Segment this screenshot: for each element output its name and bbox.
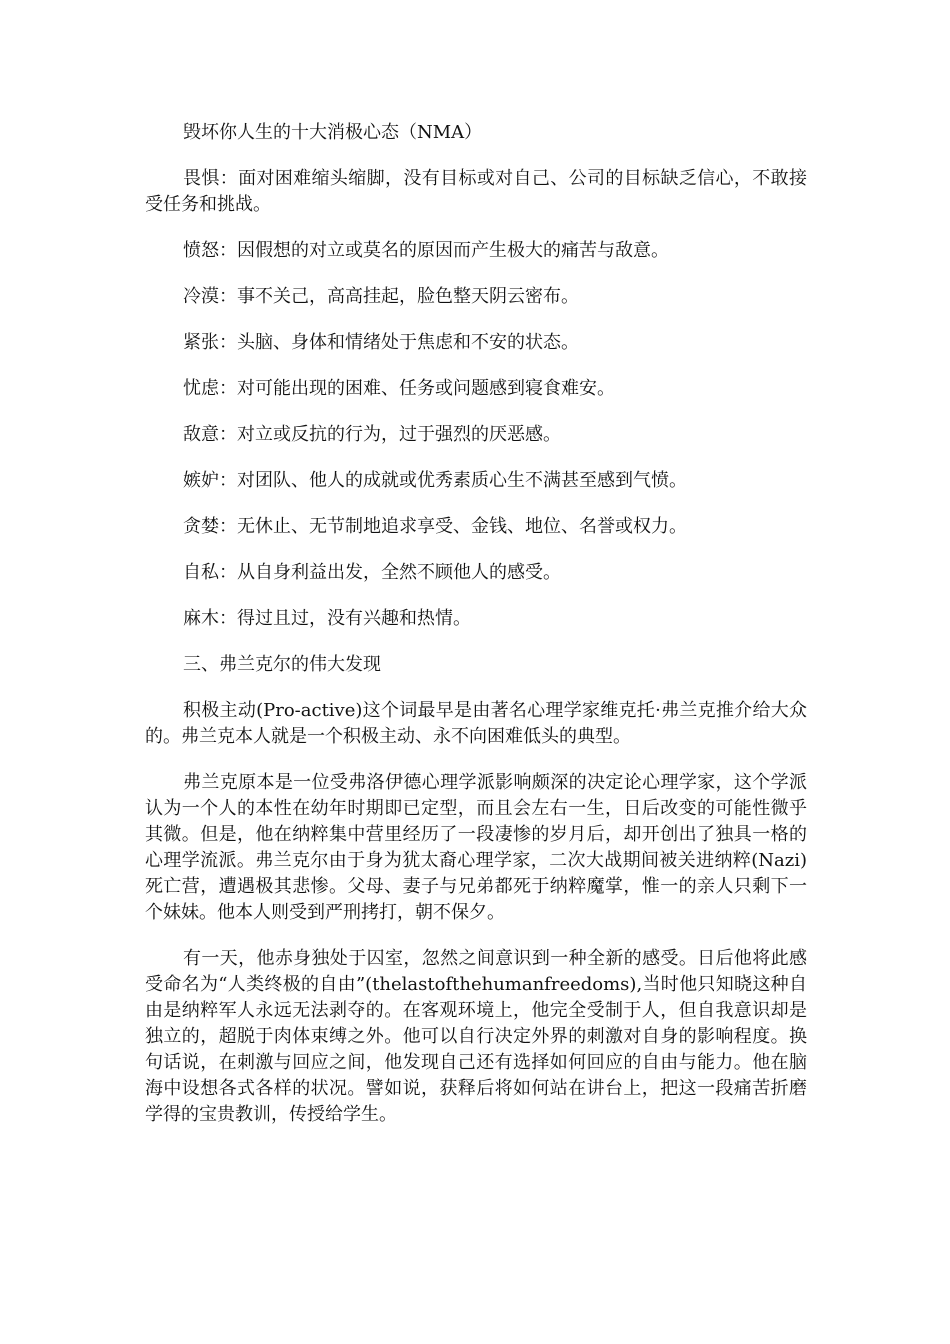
list-item-hostility: 敌意：对立或反抗的行为，过于强烈的厌恶感。 bbox=[183, 424, 561, 445]
list-item-tension: 紧张：头脑、身体和情绪处于焦虑和不安的状态。 bbox=[183, 332, 579, 353]
section-heading: 三、弗兰克尔的伟大发现 bbox=[183, 654, 381, 675]
list-item-worry: 忧虑：对可能出现的困难、任务或问题感到寝食难安。 bbox=[183, 378, 615, 399]
list-item-indifference: 冷漠：事不关己，高高挂起，脸色整天阴云密布。 bbox=[183, 286, 579, 307]
list-item-greed: 贪婪：无休止、无节制地追求享受、金钱、地位、名誉或权力。 bbox=[183, 516, 687, 537]
document-page bbox=[145, 120, 807, 1148]
body-paragraph: 有一天，他赤身独处于囚室，忽然之间意识到一种全新的感受。日后他将此感受命名为“人类终极的自由”(thelastofthehumanfreedoms),当时他只知晓这种自由是纳粹军人永远无法剥夺的。在客观环境上，他完全受制于人，但自我意识却是独立的，超脱于肉体束缚之外。他可以自行决定外界的刺激对自身的影响程度。换句话说，在刺激与回应之间，他发现自己还有选择如何回应的自由与能力。他在脑海中设想各式各样的状况。譬如说，获释后将如何站在讲台上，把这一段痛苦折磨学得的宝贵教训，传授给学生。 bbox=[145, 948, 807, 1125]
list-item-anger: 愤怒：因假想的对立或莫名的原因而产生极大的痛苦与敌意。 bbox=[183, 240, 669, 261]
list-item-fear: 畏惧：面对困难缩头缩脚，没有目标或对自己、公司的目标缺乏信心，不敢接受任务和挑战。 bbox=[145, 168, 807, 215]
list-item-jealousy: 嫉妒：对团队、他人的成就或优秀素质心生不满甚至感到气愤。 bbox=[183, 470, 687, 491]
list-item-selfishness: 自私：从自身利益出发，全然不顾他人的感受。 bbox=[183, 562, 561, 583]
body-paragraph: 弗兰克原本是一位受弗洛伊德心理学派影响颇深的决定论心理学家，这个学派认为一个人的本性在幼年时期即已定型，而且会左右一生，日后改变的可能性微乎其微。但是，他在纳粹集中营里经历了一段凄惨的岁月后，却开创出了独具一格的心理学流派。弗兰克尔由于身为犹太裔心理学家，二次大战期间被关进纳粹(Nazi)死亡营，遭遇极其悲惨。父母、妻子与兄弟都死于纳粹魔掌，惟一的亲人只剩下一个妹妹。他本人则受到严刑拷打，朝不保夕。 bbox=[145, 772, 807, 923]
document-title: 毁坏你人生的十大消极心态（NMA） bbox=[183, 122, 483, 143]
body-paragraph: 积极主动(Pro-active)这个词最早是由著名心理学家维克托·弗兰克推介给大众的。弗兰克本人就是一个积极主动、永不向困难低头的典型。 bbox=[145, 700, 807, 747]
list-item-numbness: 麻木：得过且过，没有兴趣和热情。 bbox=[183, 608, 471, 629]
